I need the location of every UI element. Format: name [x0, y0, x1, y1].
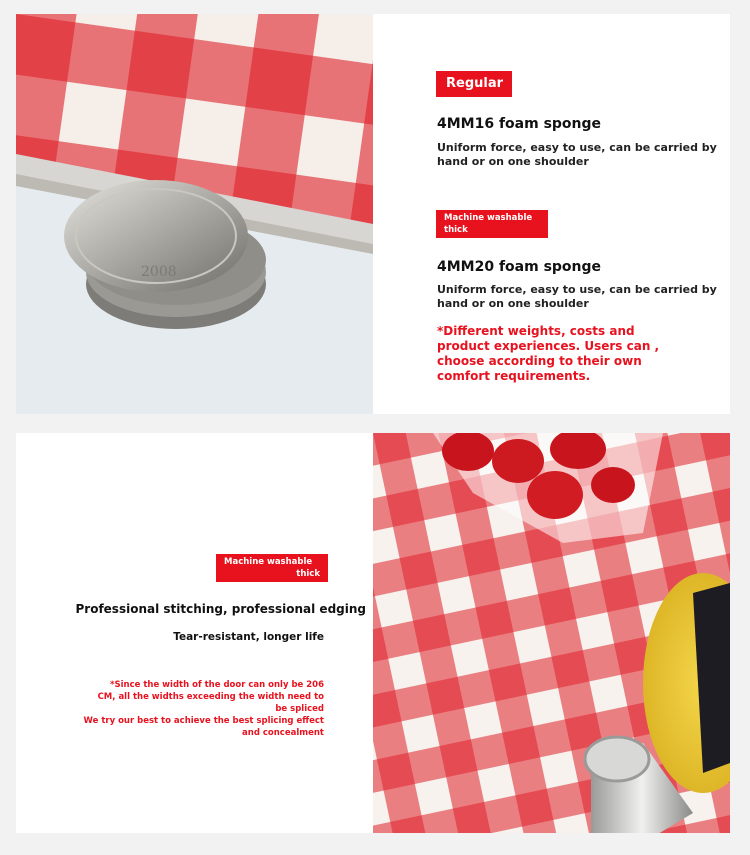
machine-washable-badge [436, 210, 548, 238]
splicing-note [84, 679, 324, 739]
weight-note [437, 324, 659, 384]
foam-16-description [437, 141, 717, 169]
weight-note-line: choose according to their own [437, 354, 642, 368]
weight-note-line: comfort requirements. [437, 369, 591, 383]
badge-line: Machine washable [444, 213, 533, 223]
badge-line: Machine washable [224, 557, 313, 567]
weight-note-line: product experiences. Users can , [437, 339, 660, 353]
top-panel [16, 14, 730, 414]
coin-on-mat-photo [16, 14, 373, 414]
splicing-note-line: CM, all the widths exceeding the width need to [97, 692, 324, 702]
weight-note-line: *Different weights, costs and [437, 324, 635, 338]
picnic-mat-photo [373, 433, 730, 833]
foam-16-desc-line: Uniform force, easy to use, can be carried by [437, 141, 717, 154]
foam-20-desc-line: Uniform force, easy to use, can be carried by [437, 283, 717, 296]
splicing-note-line: be spliced [275, 704, 324, 714]
regular-badge: Regular [436, 71, 512, 97]
splicing-note-line: We try our best to achieve the best splicing effect [83, 716, 324, 726]
foam-20-desc-line: hand or on one shoulder [437, 297, 589, 310]
foam-20-title: 4MM20 foam sponge [437, 259, 602, 275]
machine-washable-badge [216, 554, 328, 582]
splicing-note-line: and concealment [242, 728, 324, 738]
foam-20-description [437, 283, 717, 311]
badge-line: thick [444, 225, 468, 235]
stitching-title: Professional stitching, professional edging [75, 602, 366, 616]
foam-16-desc-line: hand or on one shoulder [437, 155, 589, 168]
foam-16-title: 4MM16 foam sponge [437, 116, 602, 132]
coin-year-text: 2008 [141, 264, 177, 280]
bottom-panel [16, 433, 730, 833]
badge-line: thick [296, 569, 320, 579]
stitching-subtitle: Tear-resistant, longer life [173, 631, 324, 643]
splicing-note-line: *Since the width of the door can only be 206 [110, 680, 324, 690]
